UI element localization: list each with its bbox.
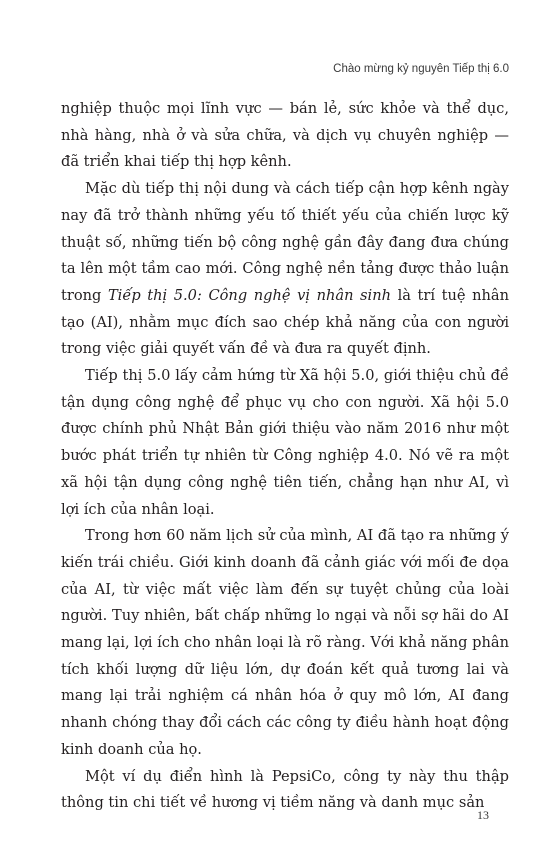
- paragraph-text-after-title: là trí tuệ nhân tạo (AI), nhằm mục đích sao chép khả năng của con người trong việc giải quyết vấn đề và đưa ra quyết định.: [61, 286, 509, 358]
- paragraph-continued: nghiệp thuộc mọi lĩnh vực — bán lẻ, sức khỏe và thể dục, nhà hàng, nhà ở và sửa chữa, và dịch vụ chuyên nghiệp — đã triển khai tiếp thị hợp kênh.: [61, 100, 509, 171]
- paragraph-society-5: Tiếp thị 5.0 lấy cảm hứng từ Xã hội 5.0, giới thiệu chủ đề tận dụng công nghệ để phục vụ cho con người. Xã hội 5.0 được chính phủ Nhật Bản giới thiệu vào năm 2016 như một bước phát triển tự nhiên từ Công nghiệp 4.0. Nó vẽ ra một xã hội tận dụng công nghệ tiên tiến, chẳng hạn như AI, vì lợi ích của nhân loại.: [61, 367, 509, 518]
- paragraph-text-before-title: Mặc dù tiếp thị nội dung và cách tiếp cận hợp kênh ngày nay đã trở thành những yếu tố thiết yếu của chiến lược kỹ thuật số, những tiến bộ công nghệ gần đây đang đưa chúng ta lên một tầm cao mới. Công nghệ nền tảng được thảo luận trong: [61, 180, 509, 304]
- page-number: 13: [477, 808, 489, 822]
- paragraph-ai-intro: [61, 176, 509, 363]
- body-text: [61, 96, 509, 817]
- paragraph-ai-history: Trong hơn 60 năm lịch sử của mình, AI đã tạo ra những ý kiến trái chiều. Giới kinh doanh đã cảnh giác với mối đe dọa của AI, từ việc mất việc làm đến sự tuyệt chủng của loài người. Tuy nhiên, bất chấp những lo ngại và nỗi sợ hãi do AI mang lại, lợi ích cho nhân loại là rõ ràng. Với khả năng phân tích khối lượng dữ liệu lớn, dự đoán kết quả tương lai và mang lại trải nghiệm cá nhân hóa ở quy mô lớn, AI đang nhanh chóng thay đổi cách các công ty điều hành hoạt động kinh doanh của họ.: [61, 527, 509, 758]
- paragraph-pepsico: Một ví dụ điển hình là PepsiCo, công ty này thu thập thông tin chi tiết về hương vị tiềm năng và danh mục sản: [61, 767, 509, 812]
- running-header: Chào mừng kỷ nguyên Tiếp thị 6.0: [333, 63, 509, 75]
- book-title-italic: Tiếp thị 5.0: Công nghệ vị nhân sinh: [107, 286, 392, 304]
